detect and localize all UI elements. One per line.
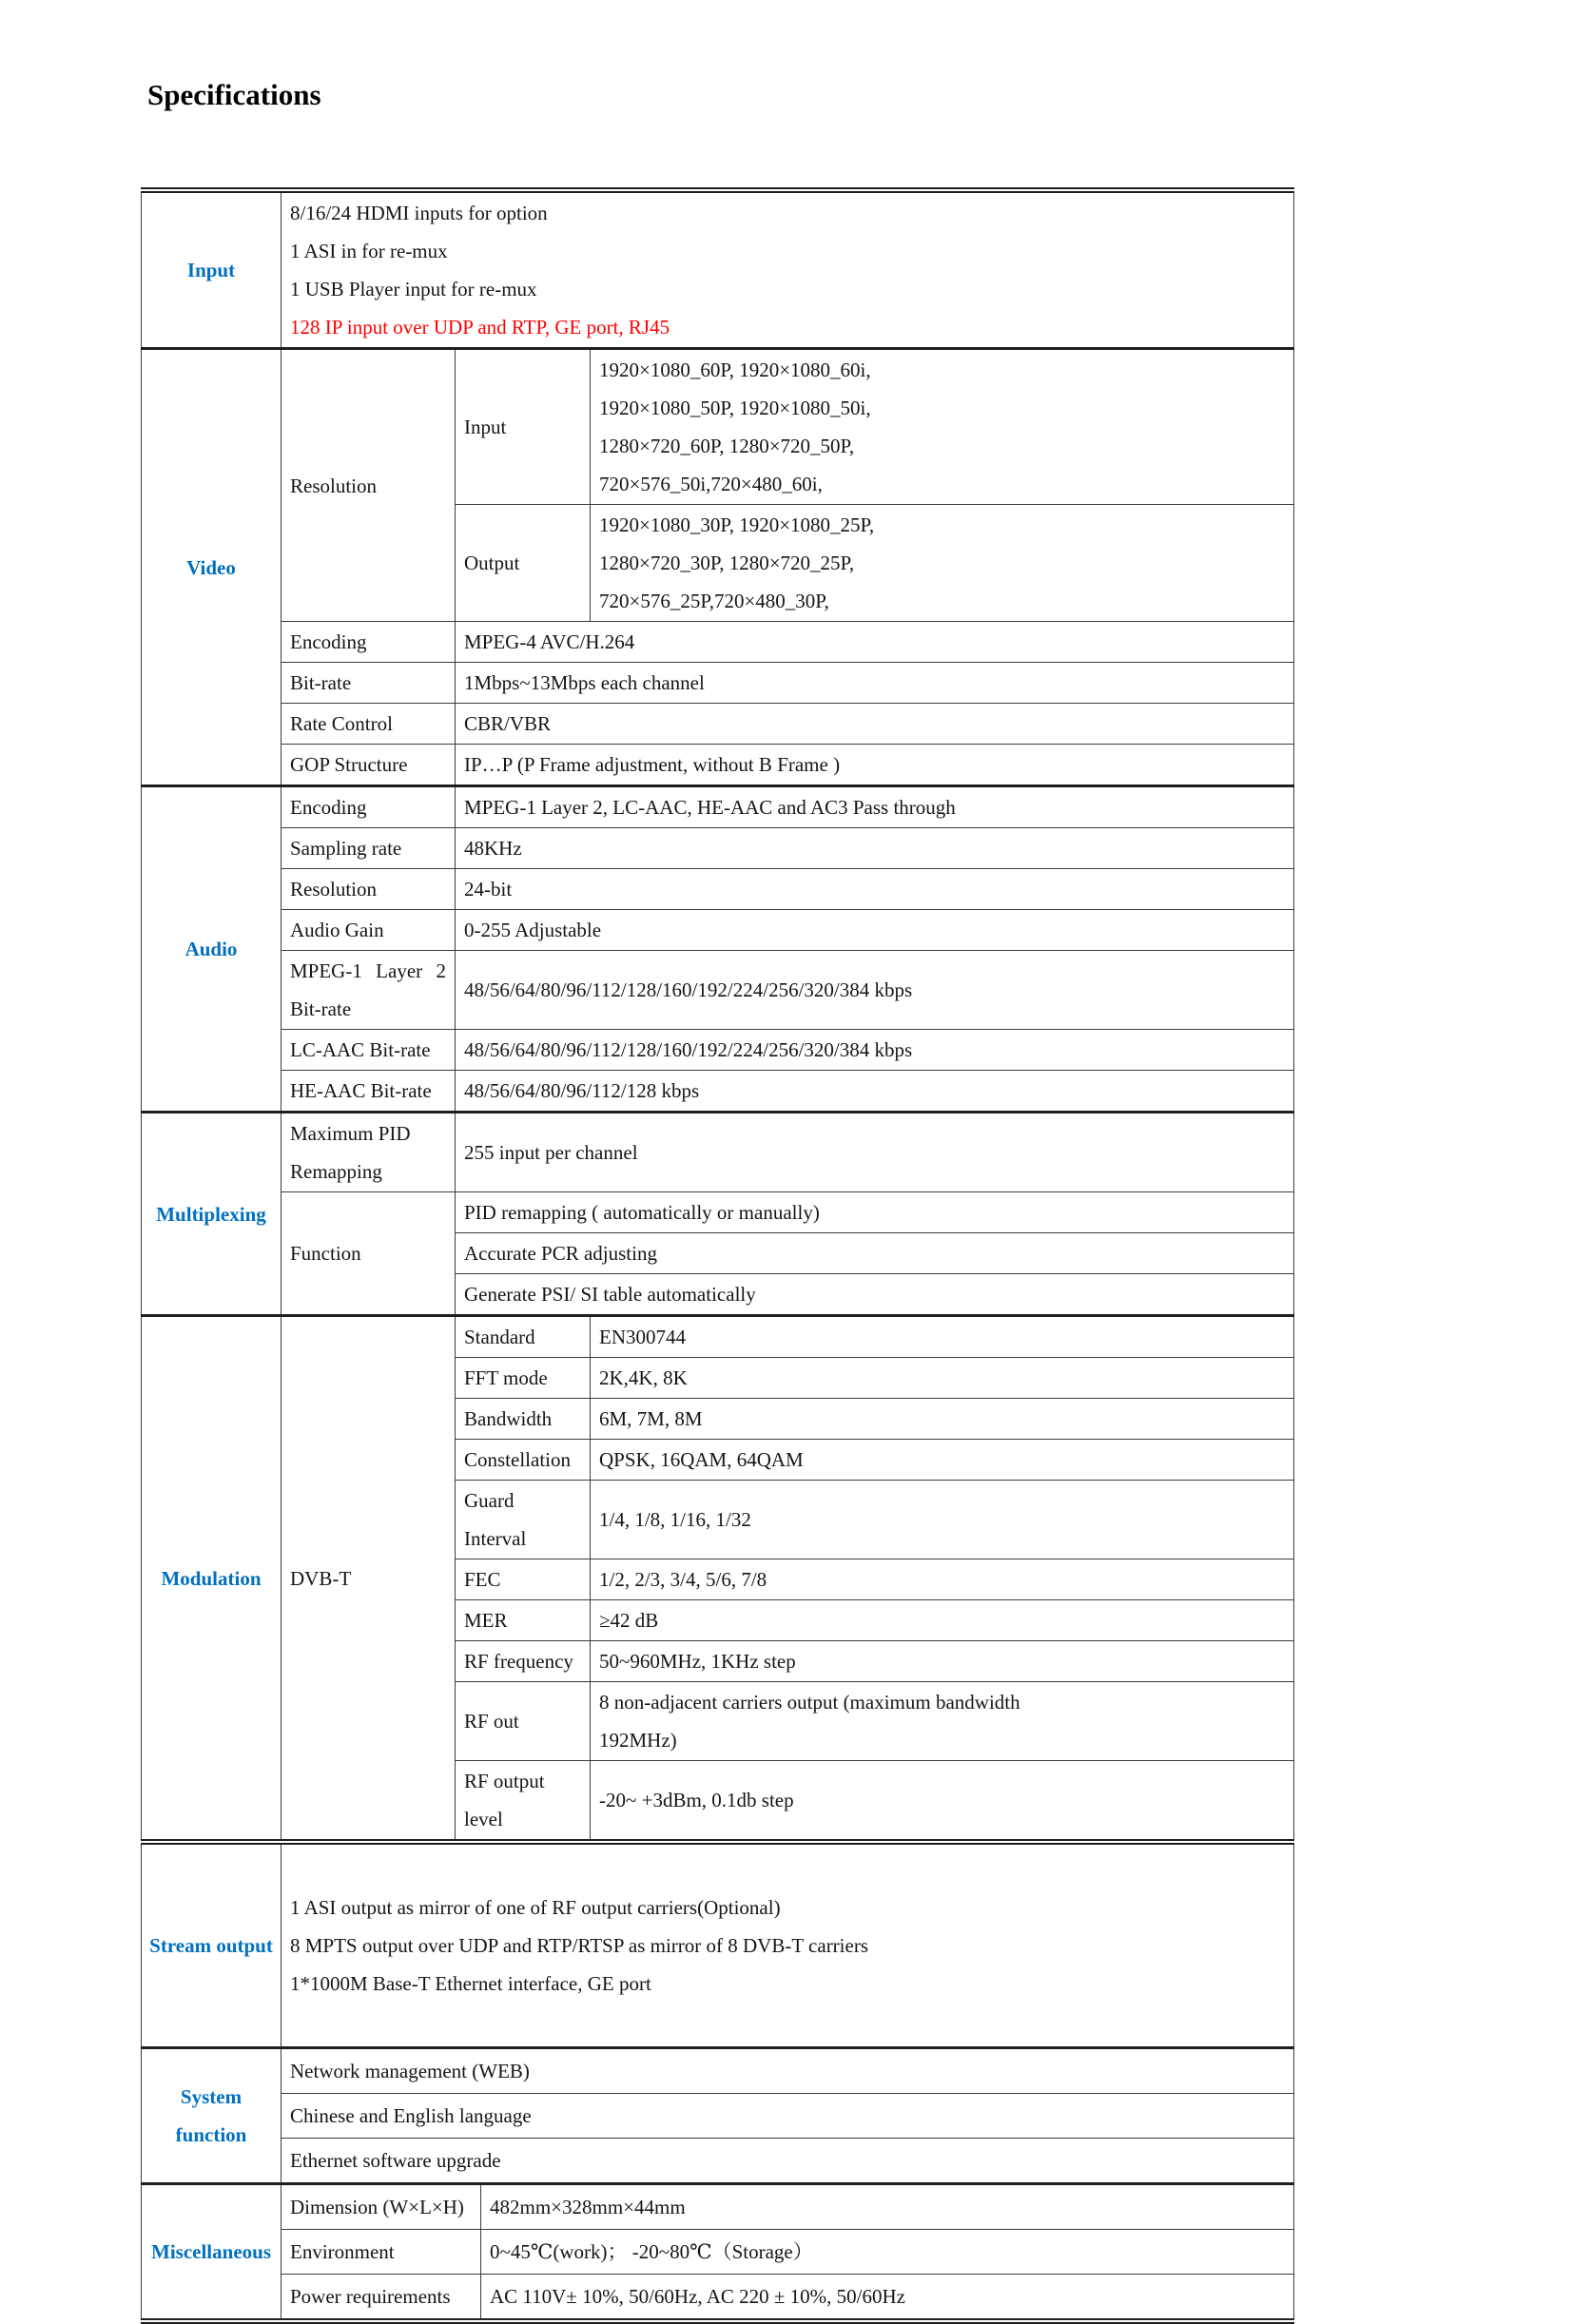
row-label-audio-resolution: Resolution (282, 869, 456, 910)
row-label-heaac-bitrate: HE-AAC Bit-rate (282, 1071, 456, 1113)
section-video-row (142, 349, 1294, 505)
row-label-mer: MER (456, 1600, 591, 1641)
section-stream-output-row (142, 1842, 1294, 2048)
audio-sampling-row (142, 828, 1294, 869)
miscellaneous-row (142, 2275, 1294, 2322)
resolution-line: 720×576_50i,720×480_60i, (599, 473, 823, 495)
video-encoding-row (142, 622, 1294, 663)
row-label-max-pid: Maximum PID Remapping (282, 1113, 456, 1192)
audio-mpeg1-bitrate-row (142, 951, 1294, 1030)
section-label-modulation: Modulation (142, 1316, 282, 1843)
dimension-value: 482mm×328mm×44mm (481, 2184, 1294, 2230)
row-label-audio-encoding: Encoding (282, 786, 456, 828)
bandwidth-value: 6M, 7M, 8M (591, 1399, 1294, 1440)
guard-interval-value: 1/4, 1/8, 1/16, 1/32 (591, 1481, 1294, 1559)
power-requirements-value: AC 110V± 10%, 50/60Hz, AC 220 ± 10%, 50/60Hz (481, 2275, 1294, 2322)
resolution-line: 1920×1080_50P, 1920×1080_50i, (599, 397, 871, 419)
input-line: 1 ASI in for re-mux (290, 240, 448, 262)
row-label-rf-out: RF out (456, 1682, 591, 1761)
row-label-mpeg1-bitrate: MPEG-1 Layer 2 Bit-rate (282, 951, 456, 1030)
row-label-function: Function (282, 1192, 456, 1316)
resolution-line: 1920×1080_60P, 1920×1080_60i, (599, 358, 871, 381)
video-bitrate-value: 1Mbps~13Mbps each channel (456, 663, 1294, 704)
function-item: PID remapping ( automatically or manually) (456, 1192, 1294, 1233)
row-label-fft-mode: FFT mode (456, 1358, 591, 1399)
audio-resolution-row (142, 869, 1294, 910)
audio-encoding-value: MPEG-1 Layer 2, LC-AAC, HE-AAC and AC3 Pass through (456, 786, 1294, 828)
lcaac-bitrate-value: 48/56/64/80/96/112/128/160/192/224/256/320/384 kbps (456, 1030, 1294, 1071)
row-label-gop: GOP Structure (282, 745, 456, 786)
input-line-highlight: 128 IP input over UDP and RTP, GE port, RJ45 (290, 316, 670, 339)
system-function-row (142, 2139, 1294, 2184)
section-audio-row (142, 786, 1294, 828)
audio-lcaac-bitrate-row (142, 1030, 1294, 1071)
video-bitrate-row (142, 663, 1294, 704)
audio-gain-value: 0-255 Adjustable (456, 910, 1294, 951)
resolution-line: 720×576_25P,720×480_30P, (599, 590, 829, 612)
section-label-system-function: System function (142, 2048, 282, 2184)
row-label-bandwidth: Bandwidth (456, 1399, 591, 1440)
rf-frequency-value: 50~960MHz, 1KHz step (591, 1641, 1294, 1682)
resolution-output-values (591, 505, 1294, 622)
section-miscellaneous-row (142, 2184, 1294, 2230)
fft-mode-value: 2K,4K, 8K (591, 1358, 1294, 1399)
row-label-constellation: Constellation (456, 1440, 591, 1481)
input-line: 1 USB Player input for re-mux (290, 278, 537, 300)
rf-output-level-value: -20~ +3dBm, 0.1db step (591, 1761, 1294, 1843)
audio-heaac-bitrate-row (142, 1071, 1294, 1113)
section-input-row (142, 190, 1294, 349)
row-label-guard-interval: Guard Interval (456, 1481, 591, 1559)
section-label-multiplexing: Multiplexing (142, 1113, 282, 1316)
row-label-rate-control: Rate Control (282, 704, 456, 745)
row-label-resolution-input: Input (456, 349, 591, 505)
system-function-item: Chinese and English language (282, 2094, 1294, 2139)
rf-out-value (591, 1682, 1294, 1761)
row-label-audio-gain: Audio Gain (282, 910, 456, 951)
row-label-dimension: Dimension (W×L×H) (282, 2184, 481, 2230)
row-label-rf-frequency: RF frequency (456, 1641, 591, 1682)
system-function-row (142, 2094, 1294, 2139)
section-label-miscellaneous: Miscellaneous (142, 2184, 282, 2322)
row-label-video-bitrate: Bit-rate (282, 663, 456, 704)
section-label-video: Video (142, 349, 282, 786)
heaac-bitrate-value: 48/56/64/80/96/112/128 kbps (456, 1071, 1294, 1113)
system-function-item: Ethernet software upgrade (282, 2139, 1294, 2184)
section-label-input: Input (142, 190, 282, 349)
row-label-power-requirements: Power requirements (282, 2275, 481, 2322)
mpeg1-bitrate-value: 48/56/64/80/96/112/128/160/192/224/256/320/384 kbps (456, 951, 1294, 1030)
environment-value: 0~45℃(work)； -20~80℃（Storage） (481, 2230, 1294, 2275)
audio-gain-row (142, 910, 1294, 951)
rf-out-value-text: 8 non-adjacent carriers output (maximum bandwidth 192MHz) (599, 1691, 1020, 1752)
function-item: Generate PSI/ SI table automatically (456, 1274, 1294, 1316)
sampling-rate-value: 48KHz (456, 828, 1294, 869)
row-label-sampling-rate: Sampling rate (282, 828, 456, 869)
function-item: Accurate PCR adjusting (456, 1233, 1294, 1274)
section-label-audio: Audio (142, 786, 282, 1113)
standard-value: EN300744 (591, 1316, 1294, 1358)
video-encoding-value: MPEG-4 AVC/H.264 (456, 622, 1294, 663)
stream-output-values (282, 1842, 1294, 2048)
row-label-fec: FEC (456, 1559, 591, 1600)
section-multiplexing-row (142, 1113, 1294, 1192)
fec-value: 1/2, 2/3, 3/4, 5/6, 7/8 (591, 1559, 1294, 1600)
video-gop-row (142, 745, 1294, 786)
input-line: 8/16/24 HDMI inputs for option (290, 202, 548, 224)
spec-table (141, 187, 1294, 2324)
rate-control-value: CBR/VBR (456, 704, 1294, 745)
stream-output-line: 1*1000M Base-T Ethernet interface, GE port (290, 1972, 651, 1995)
row-label-environment: Environment (282, 2230, 481, 2275)
constellation-value: QPSK, 16QAM, 64QAM (591, 1440, 1294, 1481)
row-label-resolution-output: Output (456, 505, 591, 622)
video-rate-control-row (142, 704, 1294, 745)
row-label-lcaac-bitrate: LC-AAC Bit-rate (282, 1030, 456, 1071)
mer-value: ≥42 dB (591, 1600, 1294, 1641)
stream-output-line: 8 MPTS output over UDP and RTP/RTSP as mirror of 8 DVB-T carriers (290, 1934, 868, 1957)
row-label-resolution: Resolution (282, 349, 456, 622)
resolution-input-values (591, 349, 1294, 505)
system-function-item: Network management (WEB) (282, 2048, 1294, 2094)
max-pid-value: 255 input per channel (456, 1113, 1294, 1192)
audio-resolution-value: 24-bit (456, 869, 1294, 910)
section-system-function-row (142, 2048, 1294, 2094)
stream-output-line: 1 ASI output as mirror of one of RF output carriers(Optional) (290, 1896, 781, 1919)
gop-value: IP…P (P Frame adjustment, without B Frame ) (456, 745, 1294, 786)
page-title: Specifications (147, 78, 321, 111)
resolution-line: 1280×720_30P, 1280×720_25P, (599, 552, 855, 574)
row-label-rf-output-level: RF output level (456, 1761, 591, 1843)
row-label-video-encoding: Encoding (282, 622, 456, 663)
resolution-line: 1920×1080_30P, 1920×1080_25P, (599, 513, 875, 536)
modulation-standard-name: DVB-T (282, 1316, 456, 1843)
resolution-line: 1280×720_60P, 1280×720_50P, (599, 435, 855, 457)
multiplexing-function-row (142, 1192, 1294, 1233)
miscellaneous-row (142, 2230, 1294, 2275)
section-label-stream-output: Stream output (142, 1842, 282, 2048)
row-label-standard: Standard (456, 1316, 591, 1358)
input-values-cell (282, 190, 1294, 349)
section-modulation-row (142, 1316, 1294, 1358)
